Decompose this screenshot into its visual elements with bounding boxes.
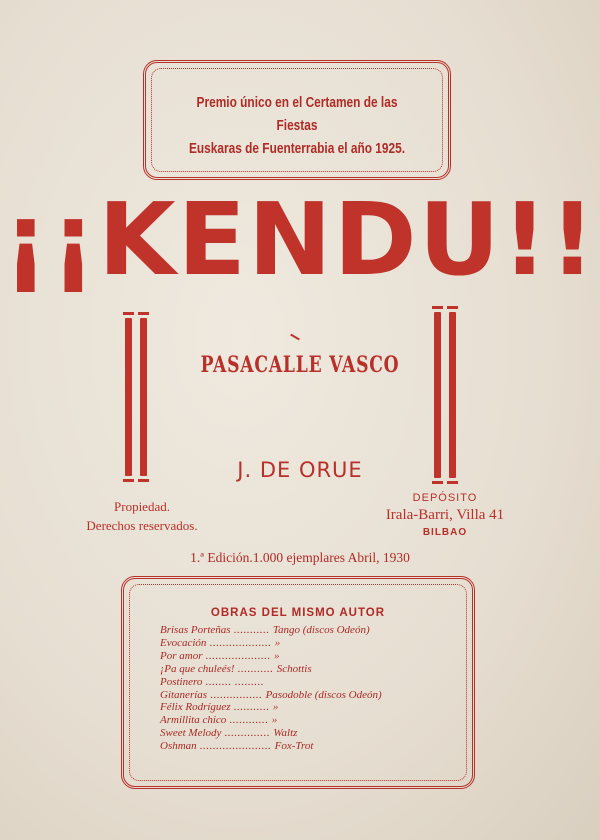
deposit-address: Irala-Barri, Villa 41 xyxy=(385,507,505,523)
right-pillar-1 xyxy=(434,312,441,478)
deposit-label: DEPÓSITO xyxy=(412,492,478,504)
left-pillar-1 xyxy=(125,318,132,476)
edition-info: 1.ª Edición.1.000 ejemplares Abril, 1930 xyxy=(190,550,410,565)
work-title: Evocación xyxy=(160,636,207,649)
main-title: ¡¡KENDU!! xyxy=(2,181,598,298)
rights-line-1: Propiedad. xyxy=(114,499,170,514)
work-leader-dots: ............ xyxy=(226,714,272,727)
work-leader-dots: ................ xyxy=(207,688,266,701)
work-leader-dots: ........... xyxy=(234,662,277,675)
work-leader-dots: ...................... xyxy=(196,740,275,753)
work-genre: » xyxy=(272,701,279,714)
composer-name: J. DE ORUE xyxy=(237,458,363,482)
work-list-item xyxy=(160,637,460,650)
work-title: Gitanerías xyxy=(160,688,208,701)
work-leader-dots: ........... xyxy=(230,701,273,714)
work-genre: » xyxy=(271,714,278,727)
work-list-item xyxy=(160,727,460,740)
prize-line-2: Euskaras de Fuenterrabia el año 1925. xyxy=(188,141,406,157)
work-genre: » xyxy=(273,649,280,662)
work-list-item xyxy=(160,676,460,689)
work-genre: Pasodoble (discos Odeón) xyxy=(265,688,382,701)
prize-text xyxy=(176,92,417,161)
work-genre: » xyxy=(274,636,281,649)
work-list-item xyxy=(160,689,460,702)
work-leader-dots: ........ ......... xyxy=(202,675,265,688)
work-leader-dots: ................... xyxy=(206,636,275,649)
work-title: Postinero xyxy=(160,675,203,688)
work-genre: Tango (discos Odeón) xyxy=(272,624,370,636)
work-title: Por amor xyxy=(160,649,203,662)
rights-notice xyxy=(72,497,212,535)
work-list-item xyxy=(160,663,460,676)
works-list xyxy=(160,624,460,753)
work-list-item xyxy=(160,650,460,663)
work-list-item xyxy=(160,701,460,714)
ornament-tick xyxy=(290,334,300,341)
subtitle: PASACALLE VASCO xyxy=(200,352,400,378)
work-title: Oshman xyxy=(160,740,197,753)
prize-line-1: Premio único en el Certamen de las Fiestas xyxy=(196,95,398,134)
deposit-block xyxy=(375,492,515,538)
work-title: ¡Pa que chuleés! xyxy=(160,662,235,675)
deposit-city: BILBAO xyxy=(422,527,468,538)
work-genre: Schottis xyxy=(276,662,312,675)
works-heading: OBRAS DEL MISMO AUTOR xyxy=(210,607,386,619)
work-title: Félix Rodríguez xyxy=(160,701,231,714)
work-title: Sweet Melody xyxy=(160,727,222,740)
work-list-item xyxy=(160,740,460,753)
work-list-item xyxy=(160,624,460,637)
rights-line-2: Derechos reservados. xyxy=(86,518,198,533)
left-pillar-2 xyxy=(140,318,147,476)
work-genre: Waltz xyxy=(273,727,298,740)
work-title: Armillita chico xyxy=(160,714,227,727)
work-title: Brisas Porteñas xyxy=(160,624,231,636)
work-leader-dots: .................... xyxy=(202,649,274,662)
work-leader-dots: .............. xyxy=(221,727,274,740)
work-list-item xyxy=(160,714,460,727)
right-pillar-2 xyxy=(449,312,456,478)
work-genre: Fox-Trot xyxy=(274,740,314,753)
work-leader-dots: ........... xyxy=(230,624,273,636)
